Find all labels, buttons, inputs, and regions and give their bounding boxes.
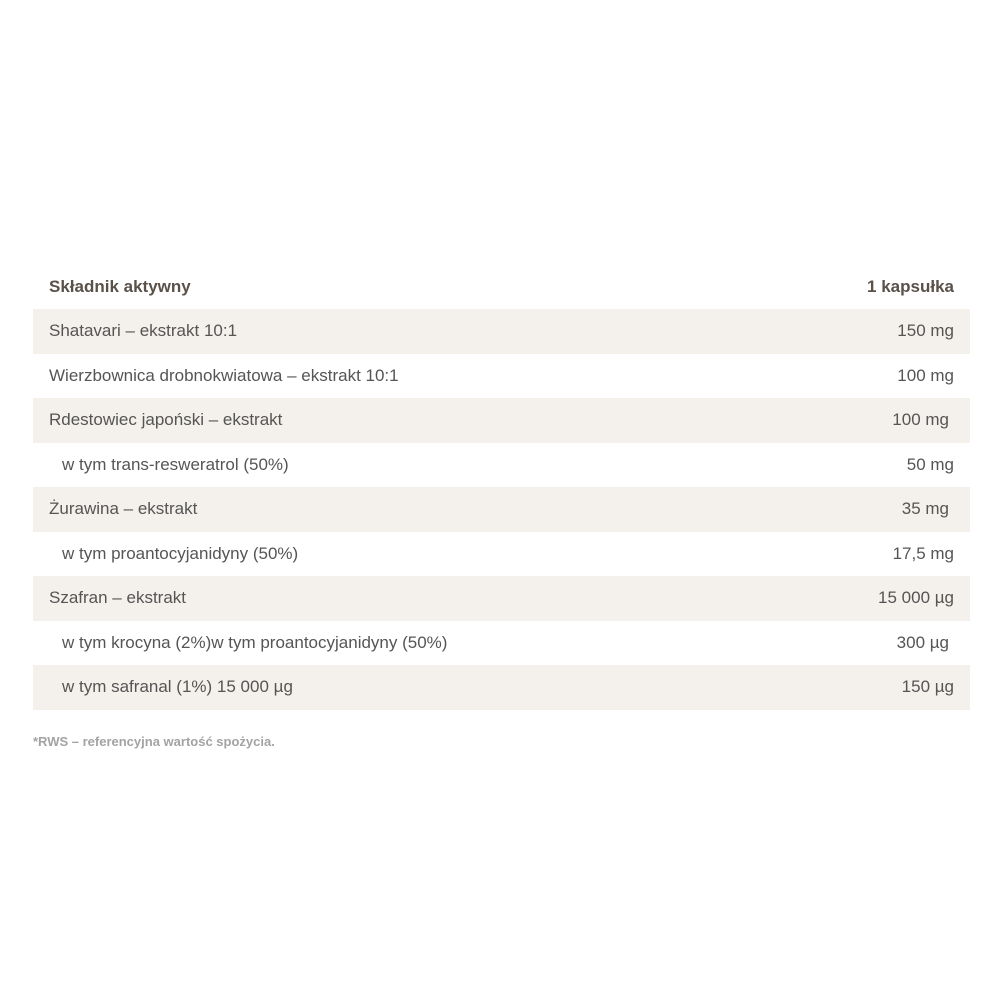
ingredient-name: w tym krocyna (2%)w tym proantocyjanidyny (50%) xyxy=(62,632,448,652)
ingredient-amount: 17,5 mg xyxy=(892,543,954,563)
table-row xyxy=(33,532,970,577)
ingredient-name: w tym proantocyjanidyny (50%) xyxy=(62,543,299,563)
ingredient-amount: 50 mg xyxy=(906,454,954,474)
ingredient-amount: 100 mg xyxy=(897,365,954,385)
ingredient-name: Żurawina – ekstrakt xyxy=(33,487,736,532)
ingredient-amount: 35 mg xyxy=(736,487,970,532)
table-row xyxy=(33,398,970,443)
ingredient-name: w tym safranal (1%) 15 000 µg xyxy=(33,665,736,710)
footnote: *RWS – referencyjna wartość spożycia. xyxy=(33,734,275,749)
ingredient-amount: 15 000 µg xyxy=(736,576,970,621)
ingredient-name: w tym trans-resweratrol (50%) xyxy=(62,454,289,474)
table-row xyxy=(33,576,970,621)
ingredient-name: Shatavari – ekstrakt 10:1 xyxy=(33,309,736,354)
table-row xyxy=(33,487,970,532)
table-header-row xyxy=(33,265,970,309)
table-row xyxy=(33,354,970,399)
ingredient-amount: 100 mg xyxy=(736,398,970,443)
ingredient-name: Rdestowiec japoński – ekstrakt xyxy=(33,398,736,443)
table-row xyxy=(33,621,970,666)
header-ingredient: Składnik aktywny xyxy=(49,277,191,296)
table-row xyxy=(33,309,970,354)
ingredient-name: Szafran – ekstrakt xyxy=(33,576,736,621)
ingredient-amount: 150 mg xyxy=(736,309,970,354)
ingredient-amount: 300 µg xyxy=(896,632,949,652)
header-amount: 1 kapsułka xyxy=(867,277,954,296)
ingredients-table xyxy=(33,265,970,710)
ingredient-amount: 150 µg xyxy=(736,665,970,710)
table-row xyxy=(33,443,970,488)
table-row xyxy=(33,665,970,710)
ingredients-table-container xyxy=(33,265,970,710)
ingredient-name: Wierzbownica drobnokwiatowa – ekstrakt 10:1 xyxy=(49,365,399,385)
